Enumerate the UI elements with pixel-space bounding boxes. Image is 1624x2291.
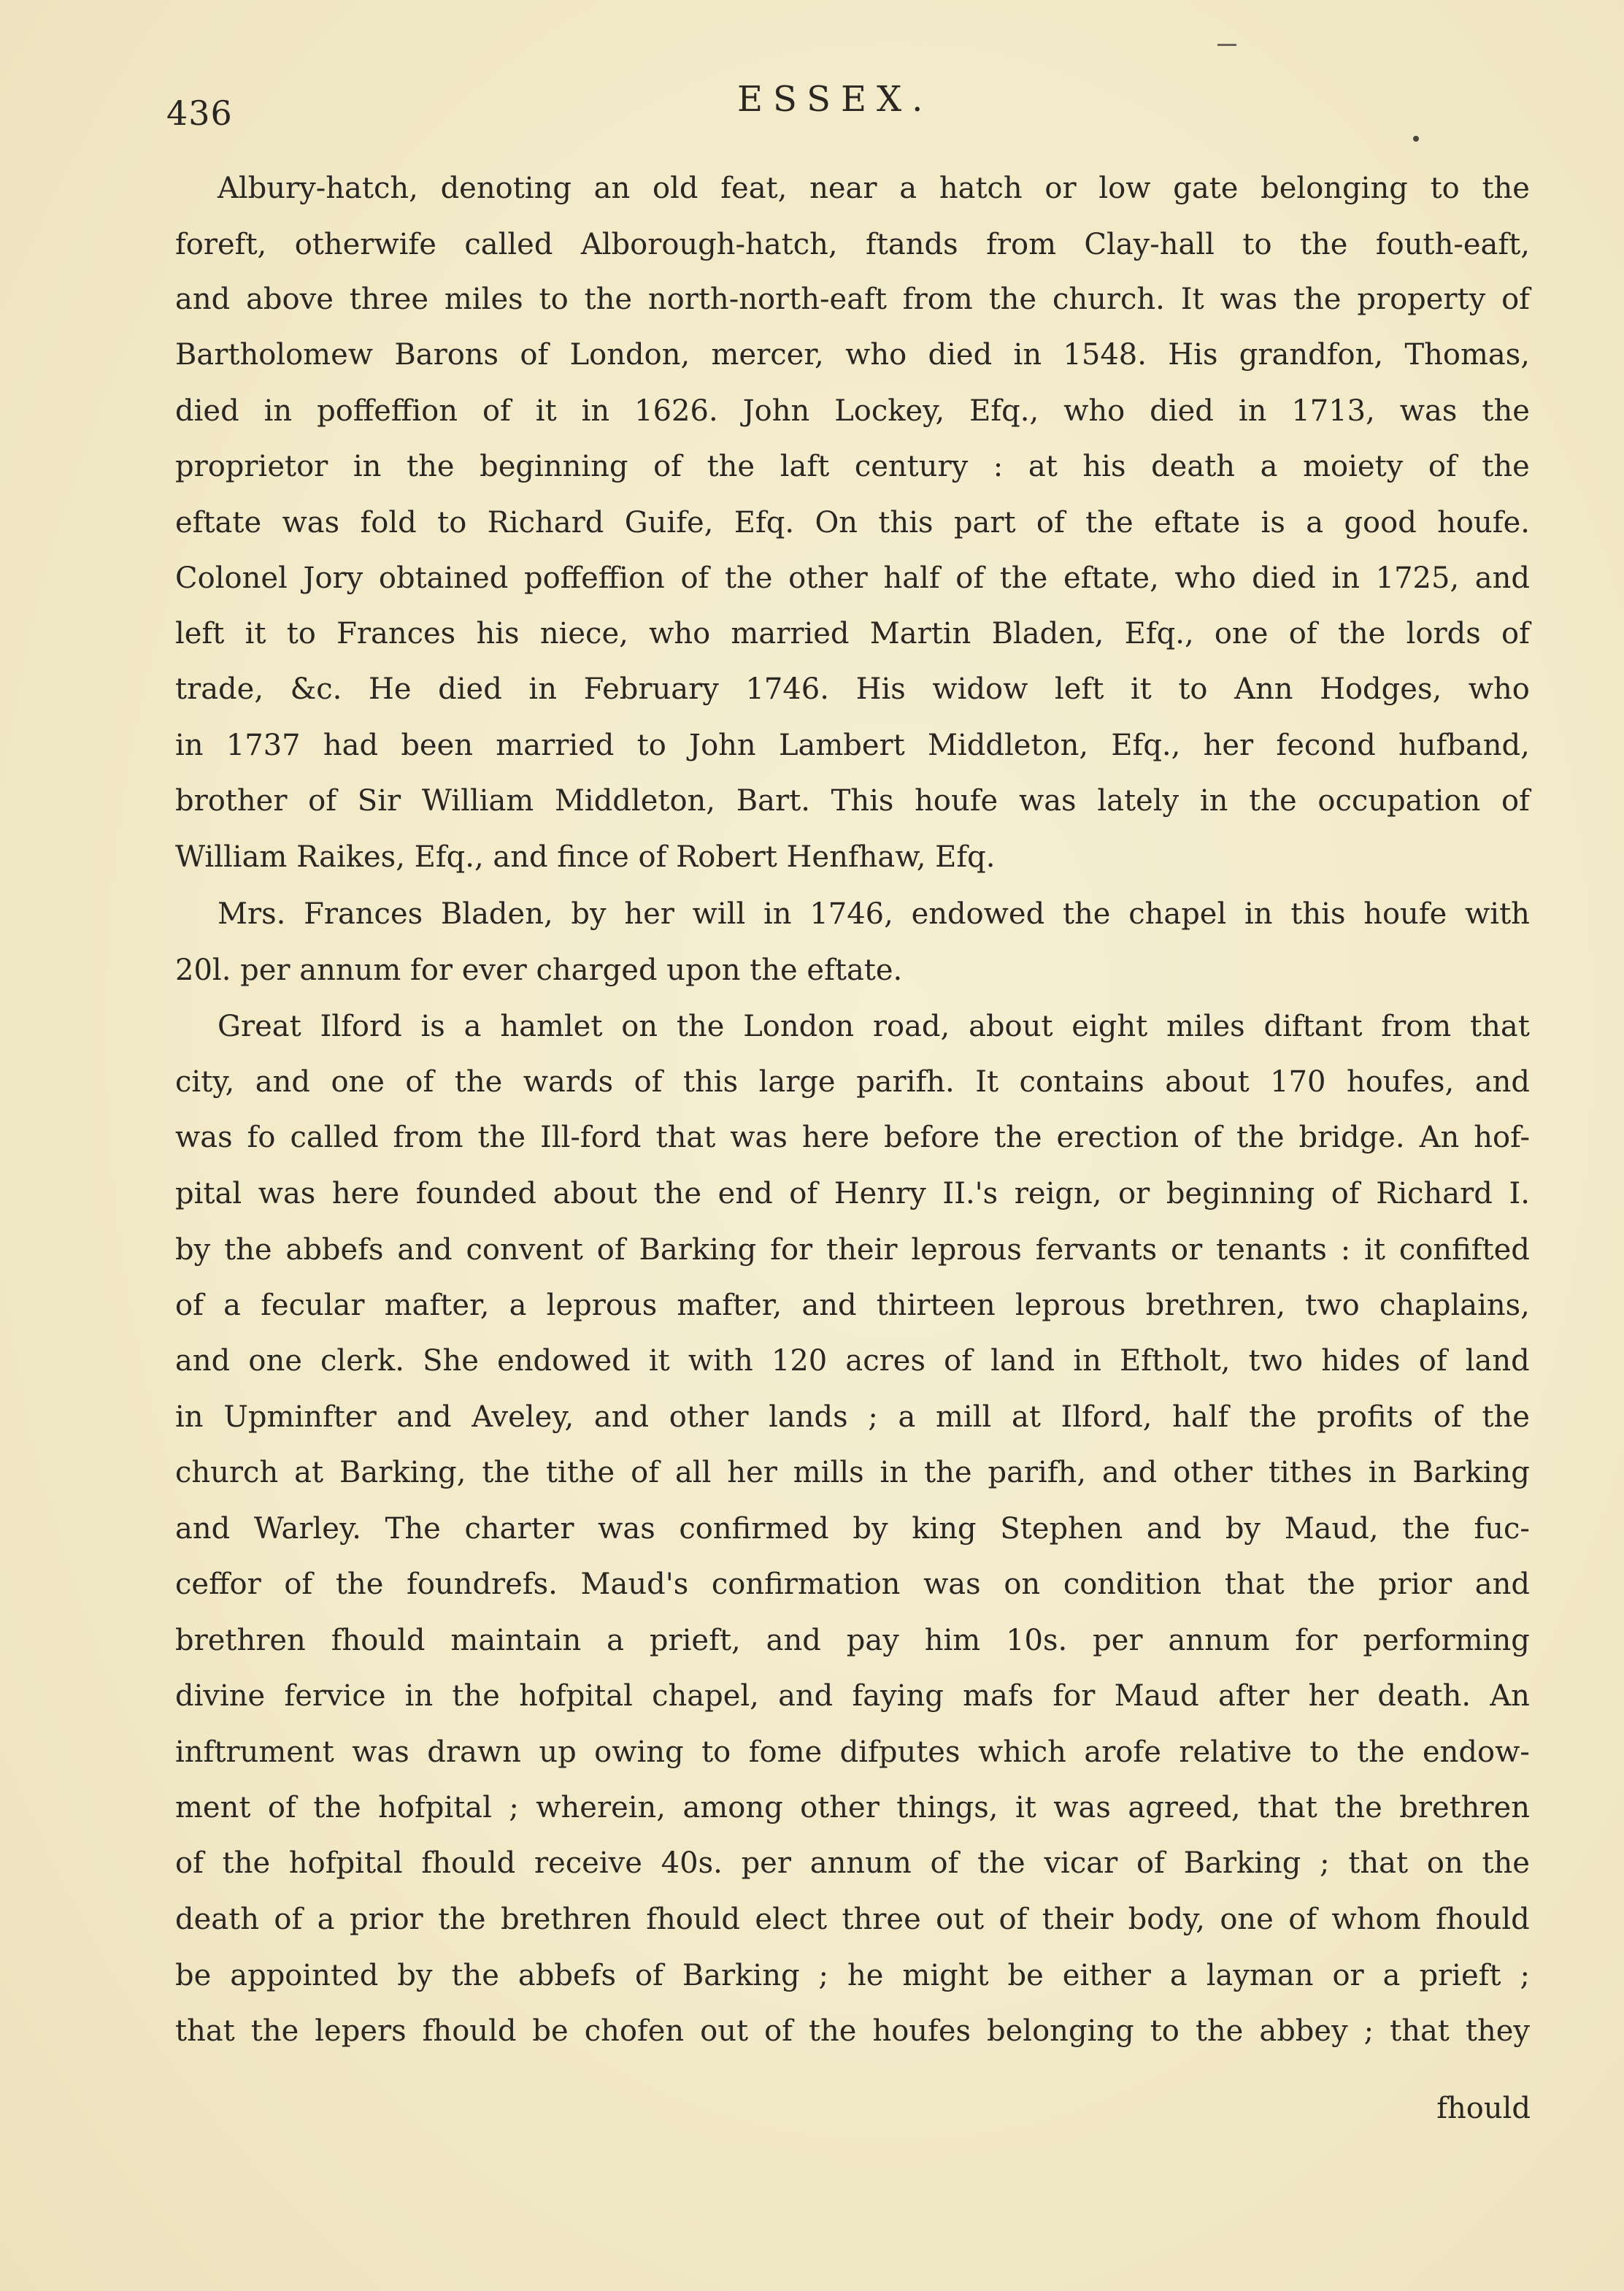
- text-line: by the abbefs and convent of Barking for their leprous fervants or tenants : it confifted: [175, 1233, 1530, 1267]
- text-line: brother of Sir William Middleton, Bart. This houfe was lately in the occupation of: [175, 784, 1530, 818]
- text-line: that the lepers fhould be chofen out of the houfes belonging to the abbey ; that they: [175, 2014, 1530, 2048]
- text-line: of the hofpital fhould receive 40s. per annum of the vicar of Barking ; that on the: [175, 1846, 1530, 1880]
- text-line: and one clerk. She endowed it with 120 acres of land in Eftholt, two hides of land: [175, 1344, 1530, 1378]
- text-line: Mrs. Frances Bladen, by her will in 1746, endowed the chapel in this houfe with: [218, 897, 1530, 931]
- text-line: city, and one of the wards of this large parifh. It contains about 170 houfes, and: [175, 1065, 1530, 1099]
- text-line: brethren fhould maintain a prieft, and pay him 10s. per annum for performing: [175, 1624, 1530, 1657]
- text-line: trade, &c. He died in February 1746. His widow left it to Ann Hodges, who: [175, 672, 1530, 706]
- text-line: and Warley. The charter was confirmed by king Stephen and by Maud, the fuc-: [175, 1512, 1530, 1546]
- text-line: of a fecular mafter, a leprous mafter, and thirteen leprous brethren, two chaplains,: [175, 1289, 1530, 1322]
- text-line: was fo called from the Ill-ford that was here before the erection of the bridge. An hof-: [175, 1121, 1530, 1154]
- catchword: fhould: [1436, 2092, 1531, 2125]
- text-line: eftate was fold to Richard Guife, Efq. On this part of the eftate is a good houfe.: [175, 506, 1530, 540]
- text-line: died in poffeffion of it in 1626. John Lockey, Efq., who died in 1713, was the: [175, 394, 1530, 428]
- text-line: 20l. per annum for ever charged upon the eftate.: [175, 953, 903, 987]
- text-line: in 1737 had been married to John Lambert Middleton, Efq., her fecond hufband,: [175, 729, 1530, 762]
- text-line: death of a prior the brethren fhould elect three out of their body, one of whom fhould: [175, 1903, 1530, 1936]
- text-line: church at Barking, the tithe of all her mills in the parifh, and other tithes in Barking: [175, 1456, 1530, 1489]
- margin-mark: [1217, 44, 1236, 46]
- text-line: divine fervice in the hofpital chapel, and faying mafs for Maud after her death. An: [175, 1679, 1530, 1713]
- text-line: ceffor of the foundrefs. Maud's confirmation was on condition that the prior and: [175, 1567, 1530, 1601]
- text-line: Bartholomew Barons of London, mercer, who died in 1548. His grandfon, Thomas,: [175, 338, 1530, 372]
- text-line: ment of the hofpital ; wherein, among other things, it was agreed, that the brethren: [175, 1791, 1530, 1824]
- text-line: Albury-hatch, denoting an old feat, near a hatch or low gate belonging to the: [218, 172, 1530, 205]
- text-line: and above three miles to the north-north-eaft from the church. It was the property of: [175, 283, 1530, 316]
- text-line: proprietor in the beginning of the laft century : at his death a moiety of the: [175, 450, 1530, 483]
- page-number: 436: [166, 93, 233, 133]
- text-line: be appointed by the abbefs of Barking ; he might be either a layman or a prieft ;: [175, 1959, 1530, 1992]
- text-line: foreft, otherwife called Alborough-hatch, ftands from Clay-hall to the fouth-eaft,: [175, 228, 1530, 261]
- text-line: William Raikes, Efq., and fince of Robert Henfhaw, Efq.: [175, 840, 996, 874]
- running-head: ESSEX.: [737, 79, 934, 120]
- text-line: Colonel Jory obtained poffeffion of the other half of the eftate, who died in 1725, and: [175, 561, 1530, 595]
- text-line: Great Ilford is a hamlet on the London road, about eight miles diftant from that: [218, 1010, 1530, 1043]
- ink-dot: [1413, 136, 1419, 142]
- text-line: pital was here founded about the end of Henry II.'s reign, or beginning of Richard I.: [175, 1177, 1530, 1210]
- text-line: in Upminfter and Aveley, and other lands ; a mill at Ilford, half the profits of the: [175, 1400, 1530, 1434]
- text-line: inftrument was drawn up owing to fome difputes which arofe relative to the endow-: [175, 1735, 1530, 1769]
- text-line: left it to Frances his niece, who married Martin Bladen, Efq., one of the lords of: [175, 617, 1530, 651]
